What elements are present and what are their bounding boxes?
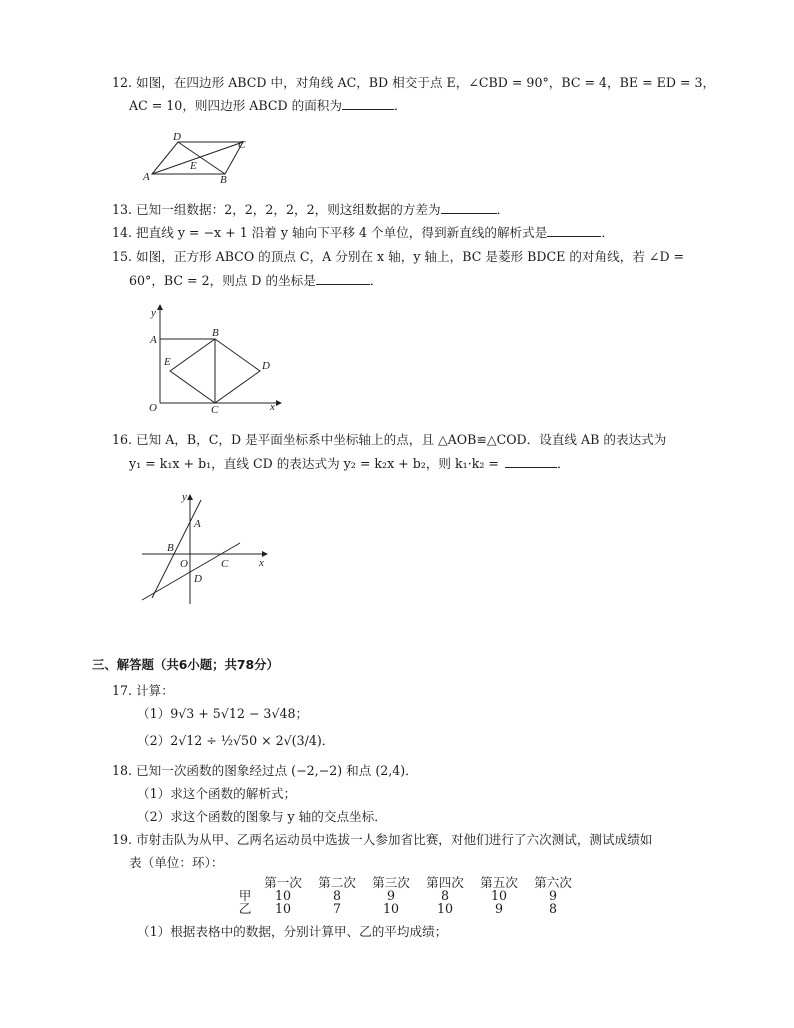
table-cell: 10 xyxy=(274,901,292,916)
q12-line2 xyxy=(129,97,407,115)
score-table xyxy=(234,876,580,915)
answer-blank xyxy=(441,201,497,214)
q14-tail: ． xyxy=(601,225,614,240)
y-axis-arrow xyxy=(187,494,193,500)
table-row xyxy=(234,902,580,915)
y-axis-arrow xyxy=(157,304,163,310)
table-cell: 7 xyxy=(332,901,341,916)
label-d: D xyxy=(262,360,270,372)
table-cell: 9 xyxy=(386,888,395,903)
label-x: x xyxy=(259,557,264,569)
label-c: C xyxy=(211,404,219,415)
answer-blank xyxy=(342,97,394,110)
q12-figure xyxy=(140,128,250,184)
diagonal-bd xyxy=(178,142,225,174)
line-cd xyxy=(142,543,240,600)
label-y: y xyxy=(182,491,187,503)
header-cell: 第五次 xyxy=(480,875,518,890)
label-x: x xyxy=(270,401,275,413)
q15-line2 xyxy=(129,272,382,290)
header-cell: 第六次 xyxy=(534,875,572,890)
label-o: O xyxy=(180,558,188,570)
header-cell: 第二次 xyxy=(318,875,356,890)
table-cell: 10 xyxy=(382,901,400,916)
label-d: D xyxy=(194,573,202,585)
row-label: 甲 xyxy=(238,888,252,903)
label-b: B xyxy=(220,174,227,184)
q17-part2: （2）2√12 ÷ ½√50 × 2√(3/4)． xyxy=(137,733,335,748)
q12-line1: 12. 如图，在四边形 ABCD 中，对角线 AC，BD 相交于点 E，∠CBD = 90°，BC = 4，BE = ED = 3， xyxy=(112,75,716,90)
label-o: O xyxy=(149,402,157,414)
table-cell: 10 xyxy=(490,888,508,903)
label-e: E xyxy=(190,160,197,172)
q16-line2 xyxy=(129,455,570,473)
q15-line2-text: 60°，BC = 2，则点 D 的坐标是 xyxy=(129,273,316,288)
q17-part1: （1）9√3 + 5√12 − 3√48； xyxy=(137,706,309,721)
q18-part2: （2）求这个函数的图象与 y 轴的交点坐标． xyxy=(137,809,387,824)
square-abco xyxy=(160,339,215,403)
q14-line xyxy=(112,224,614,242)
q16-line1: 16. 已知 A，B，C，D 是平面坐标系中坐标轴上的点，且 △AOB≌△COD．设直线 AB 的表达式为 xyxy=(112,432,667,447)
row-label: 乙 xyxy=(238,901,252,916)
table-cell: 8 xyxy=(548,901,557,916)
label-a: A xyxy=(194,518,201,530)
table-cell: 10 xyxy=(436,901,454,916)
table-cell: 9 xyxy=(494,901,503,916)
answer-blank xyxy=(316,272,370,285)
section-title: 三、解答题（共6小题；共78分） xyxy=(92,657,279,672)
answer-blank xyxy=(547,224,601,237)
label-a: A xyxy=(150,334,157,346)
label-a: A xyxy=(143,171,150,183)
q17-stem: 17. 计算： xyxy=(112,683,174,698)
q18-part1: （1）求这个函数的解析式； xyxy=(137,786,297,801)
label-e: E xyxy=(164,356,171,368)
q14-text: 14. 把直线 y = −x + 1 沿着 y 轴向下平移 4 个单位，得到新直线的解析式是 xyxy=(112,225,548,240)
q12-line2-tail: ． xyxy=(393,98,407,113)
label-b: B xyxy=(212,327,219,339)
q19-part1: （1）根据表格中的数据，分别计算甲、乙的平均成绩； xyxy=(137,924,448,939)
table-cell: 9 xyxy=(548,888,557,903)
q16-line2-text: y₁ = k₁x + b₁，直线 CD 的表达式为 y₂ = k₂x + b₂，则 k₁·k₂ = xyxy=(129,456,499,471)
label-y: y xyxy=(151,307,156,319)
q16-line2-tail: ． xyxy=(556,456,570,471)
q13-line xyxy=(112,201,509,219)
label-b: B xyxy=(167,542,174,554)
label-c: C xyxy=(221,558,229,570)
q12-line2-text: AC = 10，则四边形 ABCD 的面积为 xyxy=(129,98,342,113)
label-d: D xyxy=(173,131,181,143)
table-cell: 8 xyxy=(332,888,341,903)
q16-figure xyxy=(138,488,273,610)
table-cell: 10 xyxy=(274,888,292,903)
q18-stem: 18. 已知一次函数的图象经过点 (−2,−2) 和点 (2,4)． xyxy=(112,763,418,778)
q15-line1: 15. 如图，正方形 ABCO 的顶点 C，A 分别在 x 轴，y 轴上，BC 是菱形 BDCE 的对角线，若 ∠D = xyxy=(112,249,685,264)
q15-figure xyxy=(140,300,290,415)
header-cell: 第四次 xyxy=(426,875,464,890)
diagonal-ac xyxy=(152,142,243,174)
x-axis-arrow xyxy=(276,400,282,406)
q15-line2-tail: ． xyxy=(369,273,383,288)
q19-line1: 19. 市射击队为从甲、乙两名运动员中选拔一人参加省比赛，对他们进行了六次测试，测试成绩如 xyxy=(112,832,653,847)
q13-text: 13. 已知一组数据：2，2，2，2，2，则这组数据的方差为 xyxy=(112,202,441,217)
header-cell: 第一次 xyxy=(264,875,302,890)
q13-tail: ． xyxy=(496,202,510,217)
table-cell: 8 xyxy=(440,888,449,903)
label-c: C xyxy=(238,139,246,151)
header-cell: 第三次 xyxy=(372,875,410,890)
q19-line2: 表（单位：环）： xyxy=(129,855,224,870)
answer-blank xyxy=(505,455,557,468)
